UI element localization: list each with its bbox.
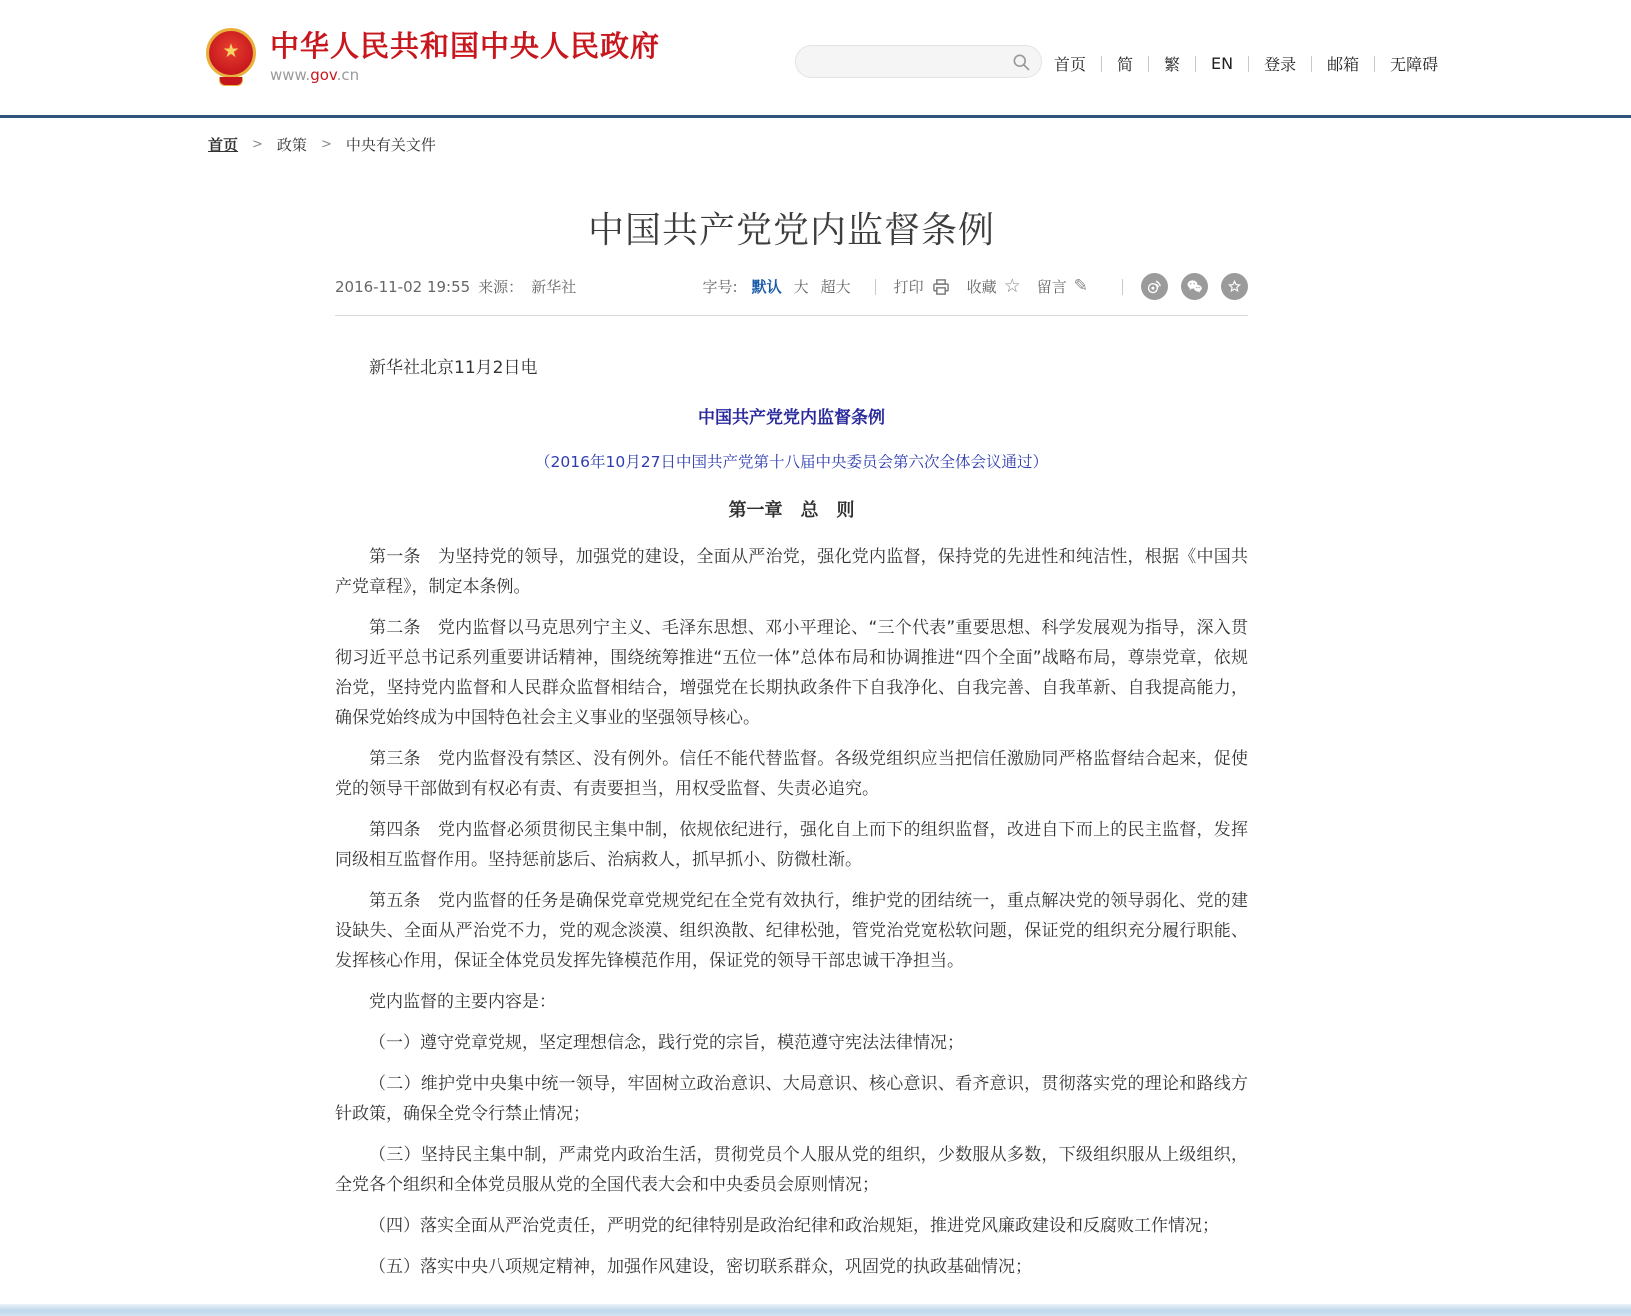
breadcrumb-home[interactable]: 首页: [208, 136, 239, 154]
comment-button[interactable]: 留言 ✎: [1036, 276, 1088, 296]
list-item: （二）维护党中央集中统一领导，牢固树立政治意识、大局意识、核心意识、看齐意识，贯彻落实党的理论和路线方针政策，确保全党令行禁止情况；: [335, 1074, 1248, 1124]
font-size-label: 字号:: [702, 278, 738, 296]
article-meta-right: [703, 273, 1248, 300]
chapter-heading: 第一章 总 则: [728, 500, 855, 521]
share-buttons: [1141, 273, 1248, 300]
article-meta-row: [335, 273, 1248, 316]
breadcrumb: [208, 134, 436, 155]
list-item: （三）坚持民主集中制，严肃党内政治生活，贯彻党员个人服从党的组织，少数服从多数，下级组织服从上级组织，全党各个组织和全体党员服从党的全国代表大会和中央委员会原则情况；: [335, 1145, 1248, 1195]
article: [335, 196, 1248, 1293]
nav-divider: [1148, 56, 1149, 72]
nav-divider: [1248, 56, 1249, 72]
nav-divider: [1195, 56, 1196, 72]
nav-home[interactable]: 首页: [1054, 55, 1087, 74]
nav-login[interactable]: 登录: [1264, 55, 1297, 74]
site-logo[interactable]: [205, 28, 660, 86]
article-paragraph: 第三条 党内监督没有禁区、没有例外。信任不能代替监督。各级党组织应当把信任激励同严格监督结合起来，促使党的领导干部做到有权必有责、有责要担当，用权受监督、失责必追究。: [335, 749, 1248, 799]
wechat-share-icon[interactable]: [1181, 273, 1208, 300]
meta-divider: [875, 279, 876, 295]
article-paragraph: 第四条 党内监督必须贯彻民主集中制，依规依纪进行，强化自上而下的组织监督，改进自下而上的民主监督，发挥同级相互监督作用。坚持惩前毖后、治病救人，抓早抓小、防微杜渐。: [335, 820, 1248, 870]
collect-button[interactable]: 收藏 ☆: [966, 275, 1021, 297]
nav-traditional[interactable]: 繁: [1164, 55, 1181, 74]
breadcrumb-policy[interactable]: 政策: [276, 136, 307, 154]
nav-simplified[interactable]: 简: [1117, 55, 1134, 74]
top-nav: [1052, 52, 1440, 75]
breadcrumb-central-documents[interactable]: 中央有关文件: [345, 136, 436, 154]
page-title: 中国共产党党内监督条例: [587, 210, 995, 251]
list-item: （四）落实全面从严治党责任，严明党的纪律特别是政治纪律和政治规矩，推进党风廉政建设和反腐败工作情况；: [369, 1216, 1219, 1236]
search-box[interactable]: [795, 45, 1042, 78]
source-name[interactable]: 新华社: [531, 278, 577, 296]
star-share-icon[interactable]: [1221, 273, 1248, 300]
bottom-edge-bar: [0, 1304, 1631, 1316]
print-button[interactable]: 打印: [894, 276, 951, 297]
font-size-large[interactable]: 大: [793, 278, 809, 296]
printer-icon: [931, 277, 951, 297]
article-paragraph: 第一条 为坚持党的领导，加强党的建设，全面从严治党，强化党内监督，保持党的先进性和纯洁性，根据《中国共产党章程》，制定本条例。: [335, 547, 1248, 597]
nav-divider: [1374, 56, 1375, 72]
dateline: 新华社北京11月2日电: [369, 358, 538, 378]
nav-mailbox[interactable]: 邮箱: [1327, 55, 1360, 74]
search-icon[interactable]: [1011, 52, 1031, 72]
meta-divider: [1122, 279, 1123, 295]
site-header: [0, 0, 1631, 118]
breadcrumb-separator: >: [252, 137, 263, 152]
document-title: 中国共产党党内监督条例: [698, 408, 885, 428]
document-subtitle: （2016年10月27日中国共产党第十八届中央委员会第六次全体会议通过）: [535, 453, 1048, 471]
national-emblem-icon: ★: [205, 28, 257, 86]
star-outline-icon: ☆: [1003, 275, 1021, 297]
list-item: （一）遵守党章党规，坚定理想信念，践行党的宗旨，模范遵守宪法法律情况；: [369, 1033, 964, 1053]
breadcrumb-separator: >: [320, 137, 332, 152]
nav-english[interactable]: EN: [1211, 54, 1234, 73]
nav-divider: [1311, 56, 1312, 72]
nav-divider: [1101, 56, 1102, 72]
article-paragraph: 第二条 党内监督以马克思列宁主义、毛泽东思想、邓小平理论、“三个代表”重要思想、科学发展观为指导，深入贯彻习近平总书记系列重要讲话精神，围绕统筹推进“五位一体”总体布局和协调推进“四个全面”战略布局，尊崇党章，依规治党，坚持党内监督和人民群众监督相结合，增强党在长期执政条件下自我净化、自我完善、自我革新、自我提高能力，确保党始终成为中国特色社会主义事业的坚强领导核心。: [335, 618, 1248, 728]
list-item: （五）落实中央八项规定精神，加强作风建设，密切联系群众，巩固党的执政基础情况；: [369, 1257, 1032, 1277]
article-meta-left: [335, 276, 576, 297]
article-paragraph: 第五条 党内监督的任务是确保党章党规党纪在全党有效执行，维护党的团结统一，重点解决党的领导弱化、党的建设缺失、全面从严治党不力，党的观念淡漠、组织涣散、纪律松弛，管党治党宽松软问题，保证党的组织充分履行职能、发挥核心作用，保证全体党员发挥先锋模范作用，保证党的领导干部忠诚干净担当。: [335, 891, 1248, 971]
font-size-default[interactable]: 默认: [751, 278, 782, 296]
site-title: 中华人民共和国中央人民政府: [270, 28, 661, 63]
source-label: 来源：: [478, 278, 524, 296]
site-url: www.gov.cn: [270, 66, 360, 85]
search-input[interactable]: [812, 54, 1011, 70]
nav-accessibility[interactable]: 无障碍: [1390, 55, 1439, 74]
pencil-icon: ✎: [1073, 276, 1088, 296]
weibo-share-icon[interactable]: [1141, 273, 1168, 300]
article-paragraph: 党内监督的主要内容是：: [369, 992, 556, 1012]
publish-date: 2016-11-02 19:55: [335, 277, 471, 296]
article-body: [335, 353, 1248, 1282]
font-size-xlarge[interactable]: 超大: [820, 278, 851, 296]
